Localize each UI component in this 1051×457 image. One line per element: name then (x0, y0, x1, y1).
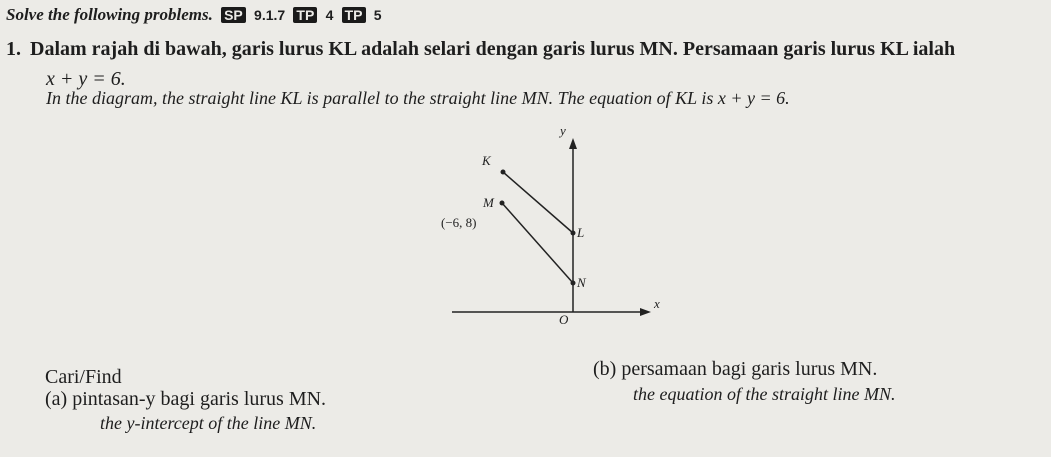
point-n-label: N (577, 275, 586, 290)
badge-tp-1-level: 4 (325, 7, 334, 23)
question-number: 1. (6, 38, 21, 60)
badge-sp-number: 9.1.7 (254, 7, 286, 23)
origin-label: O (559, 312, 569, 327)
x-axis-arrow (640, 308, 651, 316)
point-k-label: K (482, 153, 491, 168)
question-malay-line1: Dalam rajah di bawah, garis lurus KL adalah selari dengan garis lurus MN. Persamaan garis lurus KL ialah (30, 38, 956, 60)
badge-tp-2: TP (342, 7, 366, 23)
question-english: In the diagram, the straight line KL is parallel to the straight line MN. The equation of KL is x + y = 6. (46, 88, 790, 108)
badge-tp-1: TP (293, 7, 317, 23)
point-m-label: M (483, 195, 494, 210)
part-b-english: the equation of the straight line MN. (633, 384, 896, 404)
point-l-label: L (577, 225, 585, 240)
part-a-malay: (a) pintasan-y bagi garis lurus MN. (45, 388, 327, 410)
find-label: Cari/Find (45, 366, 122, 388)
part-b-malay: (b) persamaan bagi garis lurus MN. (593, 358, 878, 380)
instruction-text: Solve the following problems. (6, 5, 213, 24)
point-k-dot (501, 170, 506, 175)
y-axis-arrow (569, 138, 577, 149)
point-m-dot (500, 201, 505, 206)
point-l-dot (571, 231, 576, 236)
badge-tp-2-level: 5 (373, 7, 382, 23)
line-kl (503, 172, 573, 233)
y-axis-label: y (560, 123, 566, 138)
line-mn (502, 203, 573, 283)
point-n-dot (571, 281, 576, 286)
point-m-coordinate: (−6, 8) (441, 215, 477, 230)
x-axis-label: x (654, 296, 660, 311)
badge-sp: SP (221, 7, 246, 23)
question-malay-line2: x + y = 6. (46, 68, 126, 90)
part-a-english: the y-intercept of the line MN. (100, 413, 317, 433)
